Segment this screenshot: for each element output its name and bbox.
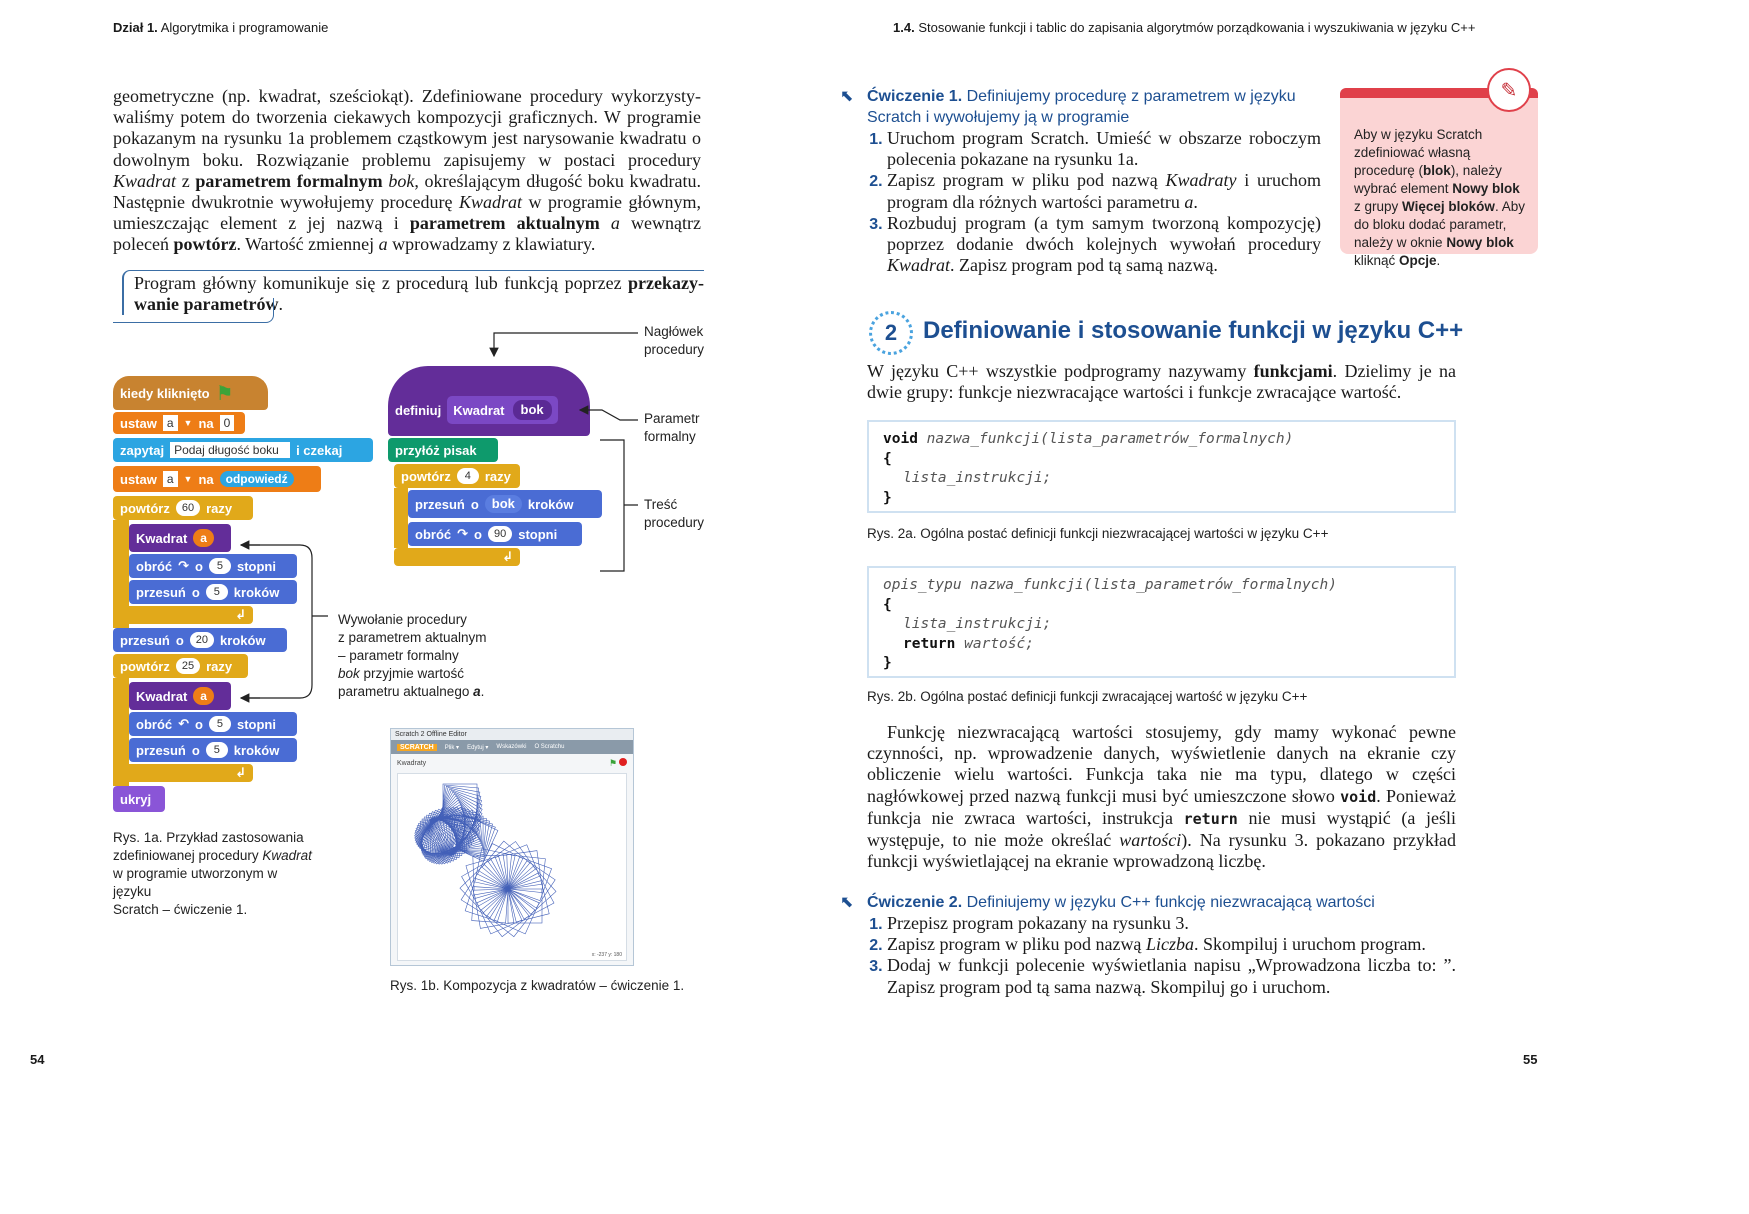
- exercise-1-list: [867, 128, 1321, 276]
- green-flag-icon: ⚑: [215, 382, 234, 405]
- exercise-1-item: 2. Zapisz program w pliku pod nazwą Kwadraty i uruchom program dla różnych wartości parametru a.: [887, 170, 1321, 212]
- coords-readout: x: -237 y: 180: [591, 952, 622, 958]
- turn-right-block-1[interactable]: obróć ↷ o 5 stopni: [129, 554, 297, 578]
- menu-tips[interactable]: Wskazówki: [496, 744, 527, 750]
- exercise-1-item: 3. Rozbuduj program (a tym samym tworzoną kompozycję) poprzez dodanie dwóch kolejnych wywołań procedury Kwadrat. Zapisz program pod tą samą nazwą.: [887, 213, 1321, 277]
- move-20-block[interactable]: przesuń o 20 kroków: [113, 628, 287, 652]
- exercise-2-item: 2. Zapisz program w pliku pod nazwą Liczba. Skompiluj i uruchom program.: [887, 934, 1456, 955]
- figure-1b-screenshot: [390, 728, 634, 966]
- key-concept-callout: Program główny komunikuje się z procedurą lub funkcją poprzez przekazywanie parametrów.: [122, 270, 704, 315]
- loop-arrow-icon: ↲: [502, 549, 513, 564]
- spiral-drawing: [398, 774, 628, 960]
- stage-header: [391, 754, 633, 773]
- menu-about[interactable]: O Scratchu: [534, 744, 565, 750]
- page-number-right: 55: [1523, 1052, 1538, 1067]
- move-bok-block[interactable]: przesuń o bok kroków: [408, 490, 602, 518]
- pen-down-block[interactable]: przyłóż pisak: [388, 438, 498, 462]
- exercise-cursor-icon: ⬉: [840, 892, 854, 911]
- running-head-left: Dział 1. Algorytmika i programowanie: [113, 20, 329, 35]
- caption-2b: Rys. 2b. Ogólna postać definicji funkcji zwracającej wartość w języku C++: [867, 689, 1308, 704]
- menu-bar: [391, 740, 633, 754]
- window-title: Scratch 2 Offline Editor: [391, 729, 633, 740]
- green-flag-icon[interactable]: ⚑: [608, 758, 618, 768]
- annotation-body: Treść procedury: [644, 497, 705, 530]
- menu-edit[interactable]: Edytuj ▾: [467, 744, 489, 751]
- exercise-2-item: 3. Dodaj w funkcji polecenie wyświetlania napisu „Wprowadzona liczba to: ”. Zapisz program pod tą sama nazwą. Skompiluj go i uruchom.: [887, 955, 1456, 997]
- figure-1b-caption: Rys. 1b. Kompozycja z kwadratów – ćwiczenie 1.: [390, 978, 685, 993]
- hint-badge-icon: ✎: [1487, 68, 1531, 112]
- move-block-3[interactable]: przesuń o 5 kroków: [129, 738, 297, 762]
- annotation-header: Nagłówek procedury: [644, 324, 705, 357]
- figure-1a-caption: Rys. 1a. Przykład zastosowania zdefiniowanej procedury Kwadrat w programie utworzonym w języku Scratch – ćwiczenie 1.: [113, 830, 312, 917]
- turn-right-icon: ↷: [178, 558, 190, 573]
- repeat-4-block[interactable]: powtórz 4 razy: [394, 464, 520, 488]
- functions-intro: W języku C++ wszystkie podprogramy nazywamy funkcjami. Dzielimy je na dwie grupy: funkcje niezwracające wartości i funkcje zwracające wartość.: [867, 361, 1456, 403]
- exercise-1-title: Ćwiczenie 1. Definiujemy procedurę z parametrem w języku Scratch i wywołujemy ją w programie: [867, 88, 1296, 126]
- caption-2a: Rys. 2a. Ogólna postać definicji funkcji niezwracającej wartości w języku C++: [867, 526, 1329, 541]
- exercise-2-list: [867, 913, 1456, 998]
- code-box-2b: opis_typu nazwa_funkcji(lista_parametrów_formalnych) { lista_instrukcji; return wartość; }: [867, 566, 1456, 678]
- set-var-block[interactable]: ustaw a ▼ na 0: [113, 412, 245, 434]
- scratch-logo: SCRATCH: [397, 744, 437, 751]
- turn-right-icon: ↷: [457, 526, 469, 541]
- code-box-2a: void nazwa_funkcji(lista_parametrów_formalnych) { lista_instrukcji; }: [867, 420, 1456, 513]
- running-head-right: 1.4. Stosowanie funkcji i tablic do zapisania algorytmów porządkowania i wyszukiwania w języku C++: [893, 20, 1476, 35]
- ask-and-wait-block[interactable]: zapytaj Podaj długość boku i czekaj: [113, 438, 373, 462]
- turn-left-block[interactable]: obróć ↶ o 5 stopni: [129, 712, 297, 736]
- when-flag-clicked-block[interactable]: kiedy kliknięto ⚑: [113, 376, 268, 410]
- void-function-paragraph: Funkcję niezwracającą wartości stosujemy, gdy mamy wykonać pewne czynności, np. wprowadzenie danych, wyświetlenie danych na ekranie czy obliczenie wielu wartości. Funkcja taka nie ma typu, dlatego w części nagłówkowej przed nazwą funkcji musi być umieszczone słowo void. Ponieważ funkcja nie zwraca wartości, instrukcja return nie musi wystąpić (a jeśli występuje, to nie może określać wartości). Na rysunku 3. pokazano przykład funkcji wyświetlającej na ekranie wprowadzoną liczbę.: [867, 722, 1456, 872]
- repeat-25-block[interactable]: powtórz 25 razy: [113, 654, 248, 678]
- repeat-60-block[interactable]: powtórz 60 razy: [113, 496, 253, 520]
- turn-90-block[interactable]: obróć ↷ o 90 stopni: [408, 522, 582, 546]
- annotation-call: Wywołanie procedury z parametrem aktualnym – parametr formalny bok przyjmie wartość parametru aktualnego a.: [338, 612, 487, 699]
- call-kwadrat-block-1[interactable]: Kwadrat a: [129, 524, 231, 552]
- annotation-formal-param: Parametr formalny: [644, 411, 700, 444]
- call-kwadrat-block-2[interactable]: Kwadrat a: [129, 682, 231, 710]
- loop-arrow-icon: ↲: [235, 765, 246, 780]
- intro-paragraph: geometryczne (np. kwadrat, sześciokąt). Zdefiniowane procedury wykorzystywaliśmy potem do tworzenia ciekawych kompozycji graficznych. W programie pokazanym na rysunku 1a problemem cząstkowym jest narysowanie kwadratu o dowolnym boku. Rozwiązanie problemu zapisujemy w postaci procedury Kwadrat z parametrem formalnym bok, określającym długość boku kwadratu. Następnie dwukrotnie wywołujemy procedurę Kwadrat w programie głównym, umieszczając element z jej nazwą i parametrem aktualnym a wewnątrz poleceń powtórz. Wartość zmiennej a wprowadzamy z klawiatury.: [113, 86, 702, 255]
- exercise-2-item: 1. Przepisz program pokazany na rysunku 3.: [887, 913, 1456, 934]
- page-number-left: 54: [30, 1052, 45, 1067]
- section-number: 2: [869, 311, 913, 355]
- stage-canvas: [397, 773, 627, 961]
- menu-file[interactable]: Plik ▾: [444, 744, 460, 751]
- define-block[interactable]: definiuj Kwadrat bok: [388, 366, 590, 436]
- exercise-2-title: Ćwiczenie 2. Definiujemy w języku C++ funkcję niezwracającą wartości: [867, 894, 1375, 911]
- exercise-1-item: 1. Uruchom program Scratch. Umieść w obszarze roboczym polecenia pokazane na rysunku 1a.: [887, 128, 1321, 170]
- exercise-cursor-icon: ⬉: [840, 86, 854, 105]
- define-prototype: Kwadrat bok: [447, 396, 557, 424]
- move-block-1[interactable]: przesuń o 5 kroków: [129, 580, 297, 604]
- project-name: Kwadraty: [397, 760, 427, 767]
- hint-box: Aby w języku Scratch zdefiniować własną procedurę (blok), należy wybrać element Nowy blok z grupy Więcej bloków. Aby do bloku dodać parametr, należy w oknie Nowy blok kliknąć Opcje.: [1340, 98, 1538, 254]
- stop-icon[interactable]: [619, 758, 627, 766]
- turn-left-icon: ↶: [178, 716, 190, 731]
- loop-arrow-icon: ↲: [235, 607, 246, 622]
- set-var-answer-block[interactable]: ustaw a ▼ na odpowiedź: [113, 466, 321, 492]
- hide-block[interactable]: ukryj: [113, 786, 165, 812]
- section-title: Definiowanie i stosowanie funkcji w języku C++: [923, 317, 1464, 344]
